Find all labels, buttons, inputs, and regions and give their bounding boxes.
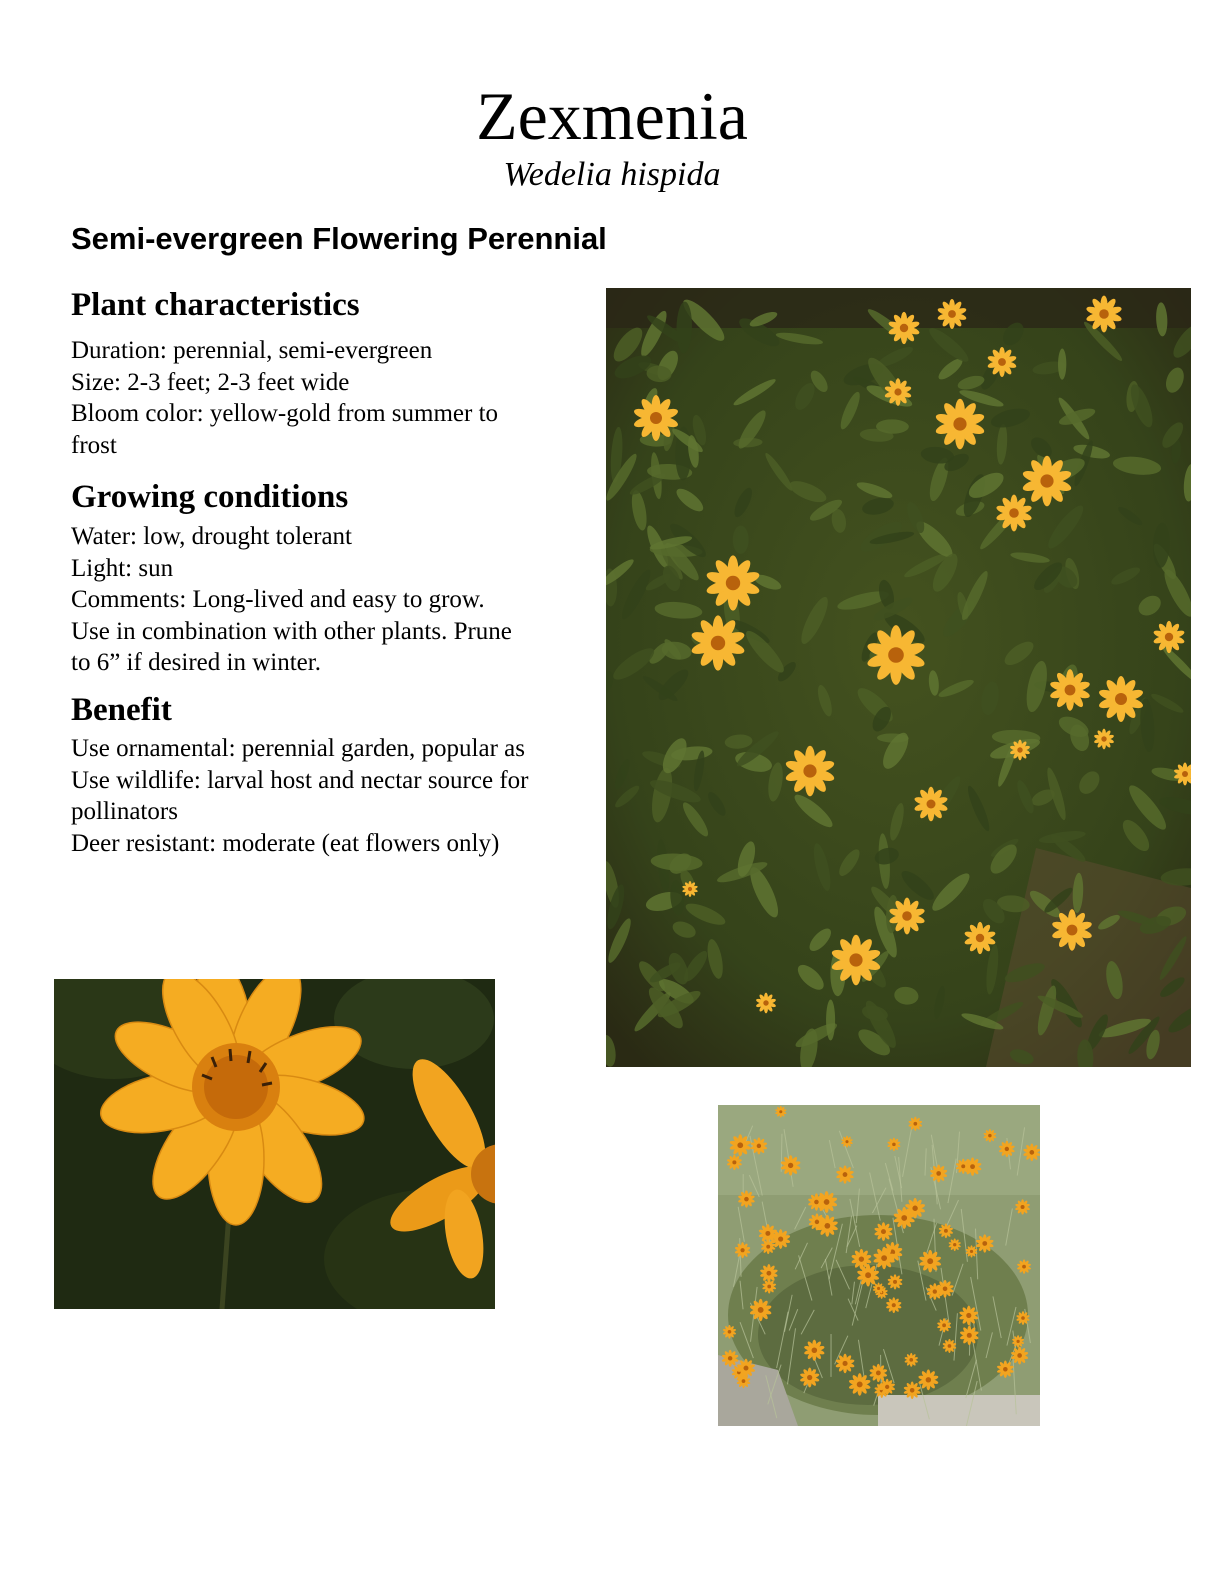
light-text: Light: sun <box>71 554 174 582</box>
bloom-color-text: Bloom color: yellow-gold from summer to <box>71 400 499 427</box>
page-title: Zexmenia <box>476 78 748 154</box>
growing-conditions-heading: Growing conditions <box>71 479 349 515</box>
scientific-name: Wedelia hispida <box>503 156 721 193</box>
benefit-section <box>71 690 591 859</box>
zexmenia-clump-photo <box>718 1105 1040 1426</box>
deer-resistant-text: Deer resistant: moderate (eat flowers only) <box>71 829 500 857</box>
comments-text-cont-2: to 6” if desired in winter. <box>71 649 321 676</box>
plant-characteristics-heading: Plant characteristics <box>71 287 360 323</box>
use-wildlife-text: Use wildlife: larval host and nectar source for <box>71 766 529 794</box>
comments-text-cont-1: Use in combination with other plants. Prune <box>71 617 512 645</box>
bloom-color-text-cont: frost <box>71 431 117 459</box>
size-text: Size: 2-3 feet; 2-3 feet wide <box>71 368 350 396</box>
zexmenia-flower-closeup-image <box>54 979 495 1309</box>
water-text: Water: low, drought tolerant <box>71 523 353 550</box>
plant-category: Semi-evergreen Flowering Perennial <box>71 221 607 256</box>
zexmenia-plant-photo <box>606 288 1191 1067</box>
zexmenia-clump-image <box>718 1105 1040 1426</box>
zexmenia-plant-image <box>606 288 1191 1067</box>
use-wildlife-text-cont: pollinators <box>71 798 178 825</box>
growing-conditions-section <box>71 477 591 679</box>
zexmenia-flower-closeup-photo <box>54 979 495 1309</box>
use-ornamental-text: Use ornamental: perennial garden, popular as <box>71 735 525 762</box>
duration-text: Duration: perennial, semi-evergreen <box>71 337 433 364</box>
comments-text: Comments: Long-lived and easy to grow. <box>71 586 485 613</box>
benefit-heading: Benefit <box>71 692 172 728</box>
plant-characteristics-section <box>71 285 591 461</box>
